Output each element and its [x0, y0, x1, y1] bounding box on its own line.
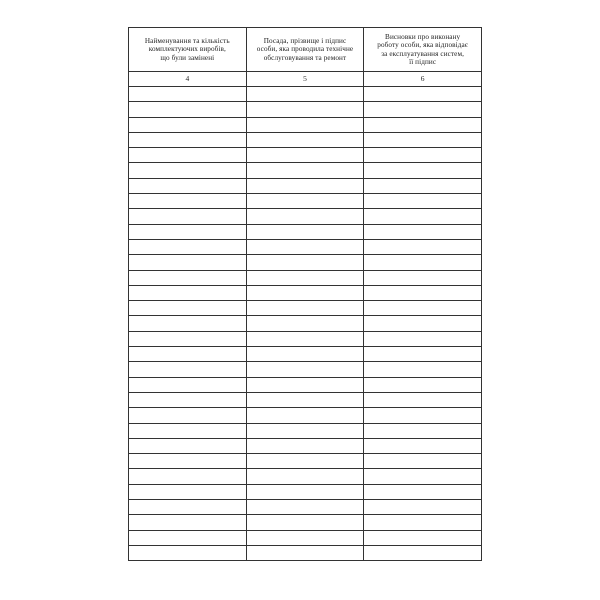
header-line: Посада, прізвище і підпис: [263, 37, 347, 46]
table-cell: [246, 301, 364, 316]
table-cell: [364, 102, 482, 117]
header-line: роботу особи, яка відповідає: [377, 41, 468, 50]
table-cell: [129, 117, 247, 132]
table-cell: [364, 438, 482, 453]
table-cell: [129, 377, 247, 392]
table-cell: [129, 484, 247, 499]
table-row: [129, 270, 482, 285]
table-cell: [129, 423, 247, 438]
table-cell: [364, 87, 482, 102]
table-cell: [129, 102, 247, 117]
table-cell: [364, 362, 482, 377]
table-cell: [364, 469, 482, 484]
table-cell: [246, 178, 364, 193]
table-cell: [364, 132, 482, 147]
table-row: [129, 316, 482, 331]
header-conclusions: [364, 28, 482, 72]
table-cell: [246, 194, 364, 209]
table-cell: [246, 484, 364, 499]
table-cell: [129, 331, 247, 346]
table-cell: [129, 408, 247, 423]
table-cell: [129, 270, 247, 285]
table-row: [129, 362, 482, 377]
header-row: [129, 28, 482, 72]
table-cell: [246, 438, 364, 453]
table-cell: [364, 239, 482, 254]
table-cell: [364, 515, 482, 530]
table-row: [129, 484, 482, 499]
table-cell: [129, 454, 247, 469]
table-cell: [246, 316, 364, 331]
table-cell: [129, 500, 247, 515]
table-row: [129, 530, 482, 545]
table-row: [129, 408, 482, 423]
header-line: комплектуючих виробів,: [148, 45, 226, 54]
table-cell: [364, 178, 482, 193]
table-cell: [129, 347, 247, 362]
table-cell: [129, 148, 247, 163]
table-cell: [129, 239, 247, 254]
table-cell: [246, 362, 364, 377]
table-row: [129, 500, 482, 515]
table-row: [129, 163, 482, 178]
column-number-5: 5: [246, 72, 364, 87]
table-cell: [364, 545, 482, 560]
table-cell: [246, 239, 364, 254]
table-row: [129, 102, 482, 117]
table-cell: [364, 117, 482, 132]
table-cell: [364, 285, 482, 300]
table-row: [129, 423, 482, 438]
table-row: [129, 178, 482, 193]
column-number-6: 6: [364, 72, 482, 87]
table-row: [129, 224, 482, 239]
table-row: [129, 148, 482, 163]
table-row: [129, 301, 482, 316]
column-number-row: [129, 72, 482, 87]
table-cell: [364, 484, 482, 499]
table-cell: [129, 438, 247, 453]
table-cell: [364, 194, 482, 209]
header-line: обслуговування та ремонт: [263, 53, 347, 62]
table-cell: [246, 545, 364, 560]
table-row: [129, 392, 482, 407]
log-body: [129, 87, 482, 561]
table-cell: [129, 132, 247, 147]
table-cell: [364, 454, 482, 469]
header-line: Найменування та кількість: [144, 37, 230, 46]
header-replaced-components: [129, 28, 247, 72]
header-line: її підпис: [409, 57, 437, 66]
table-cell: [129, 301, 247, 316]
table-cell: [364, 255, 482, 270]
table-cell: [364, 377, 482, 392]
table-cell: [364, 347, 482, 362]
table-row: [129, 347, 482, 362]
table-cell: [246, 408, 364, 423]
table-row: [129, 117, 482, 132]
table-cell: [129, 362, 247, 377]
header-technician: [246, 28, 364, 72]
table-cell: [129, 87, 247, 102]
table-cell: [246, 454, 364, 469]
table-cell: [364, 530, 482, 545]
table-cell: [364, 423, 482, 438]
table-cell: [129, 515, 247, 530]
table-cell: [246, 270, 364, 285]
table-cell: [129, 163, 247, 178]
table-cell: [364, 224, 482, 239]
table-cell: [246, 423, 364, 438]
table-row: [129, 331, 482, 346]
table-row: [129, 87, 482, 102]
table-cell: [129, 316, 247, 331]
table-cell: [129, 194, 247, 209]
table-cell: [246, 148, 364, 163]
table-row: [129, 438, 482, 453]
table-row: [129, 209, 482, 224]
table-cell: [364, 301, 482, 316]
table-cell: [246, 530, 364, 545]
table-cell: [246, 102, 364, 117]
table-cell: [129, 530, 247, 545]
table-cell: [246, 132, 364, 147]
header-line: що були замінені: [160, 53, 215, 62]
column-number-4: 4: [129, 72, 247, 87]
table-cell: [129, 469, 247, 484]
table-cell: [364, 163, 482, 178]
table-cell: [364, 316, 482, 331]
table-cell: [364, 209, 482, 224]
table-cell: [246, 515, 364, 530]
table-cell: [246, 347, 364, 362]
table-row: [129, 515, 482, 530]
table-cell: [246, 117, 364, 132]
table-row: [129, 469, 482, 484]
table-cell: [246, 87, 364, 102]
table-cell: [364, 270, 482, 285]
table-cell: [246, 224, 364, 239]
table-cell: [246, 255, 364, 270]
table-cell: [364, 392, 482, 407]
table-row: [129, 255, 482, 270]
table-cell: [129, 285, 247, 300]
table-row: [129, 132, 482, 147]
table-row: [129, 454, 482, 469]
table-cell: [129, 209, 247, 224]
table-row: [129, 285, 482, 300]
header-line: за експлуатування систем,: [381, 49, 465, 58]
table-cell: [246, 469, 364, 484]
table-cell: [246, 285, 364, 300]
table-cell: [246, 500, 364, 515]
maintenance-log-table: [128, 27, 482, 561]
table-row: [129, 194, 482, 209]
table-cell: [364, 148, 482, 163]
table-cell: [246, 392, 364, 407]
table-cell: [129, 545, 247, 560]
table-cell: [246, 209, 364, 224]
table-cell: [364, 408, 482, 423]
table-cell: [129, 392, 247, 407]
table-cell: [246, 331, 364, 346]
table-cell: [364, 500, 482, 515]
header-line: особи, яка проводила технічне: [256, 45, 354, 54]
table-cell: [129, 255, 247, 270]
table-cell: [246, 377, 364, 392]
table-row: [129, 239, 482, 254]
table-row: [129, 545, 482, 560]
table-row: [129, 377, 482, 392]
header-line: Висновки про виконану: [385, 32, 461, 41]
table-cell: [129, 224, 247, 239]
table-cell: [364, 331, 482, 346]
table-cell: [246, 163, 364, 178]
table-cell: [129, 178, 247, 193]
